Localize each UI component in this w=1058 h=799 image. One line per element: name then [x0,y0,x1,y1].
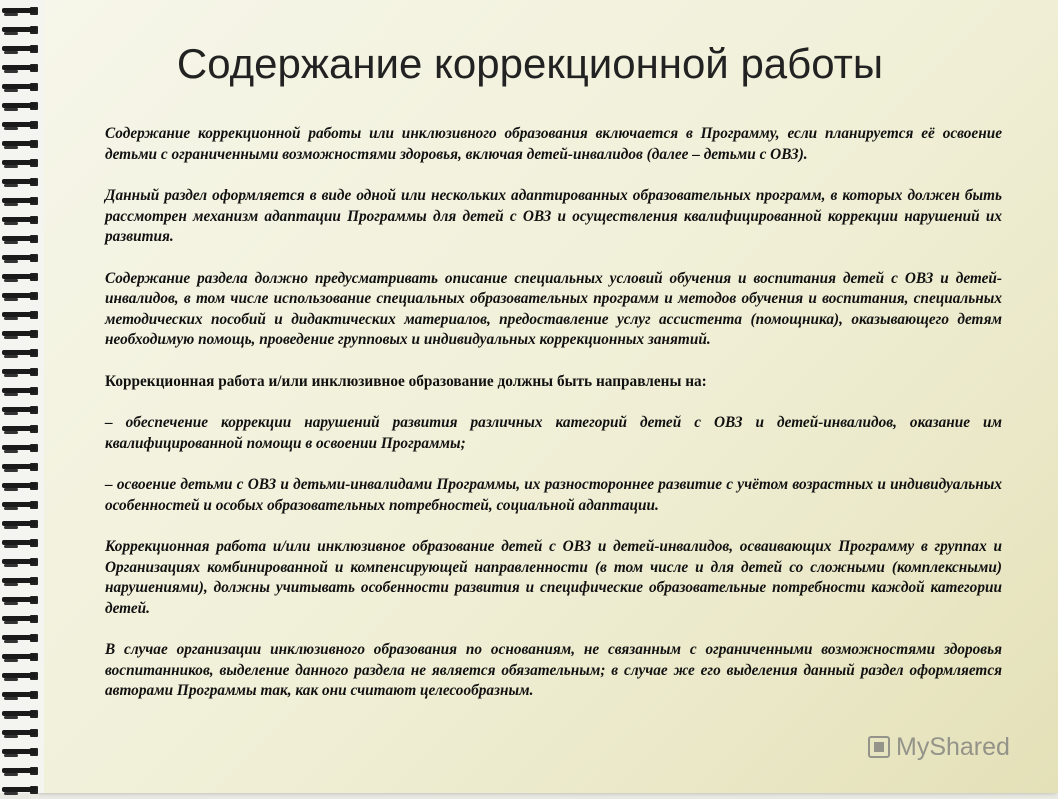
binding-wire-shadow [4,70,18,73]
binding-ring [0,764,44,780]
paragraph-2: Данный раздел оформляется в виде одной или нескольких адаптированных образовательных программ, в которых должен быть рассмотрен механизм адаптации Программы для детей с ОВЗ и осуществления квалифицированной коррекции нарушений их развития. [105,187,1002,245]
binding-wire-shadow [4,222,18,225]
binding-wire-shadow [4,564,18,567]
binding-ring [0,270,44,286]
binding-ring [0,726,44,742]
binding-wire-shadow [4,507,18,510]
binding-ring [0,80,44,96]
binding-wire-shadow [4,735,18,738]
binding-wire-shadow [4,203,18,206]
binding-wire-shadow [4,260,18,263]
binding-wire-shadow [4,450,18,453]
binding-ring [0,422,44,438]
binding-ring [0,232,44,248]
paragraph-6: – освоение детьми с ОВЗ и детьми-инвалидами Программы, их разностороннее развитие с учётом возрастных и индивидуальных особенностей и особых образовательных потребностей, социальной адаптации. [105,476,1002,514]
binding-wire-shadow [4,469,18,472]
binding-ring [0,118,44,134]
binding-ring [0,289,44,305]
binding-wire-shadow [4,545,18,548]
paragraph-4: Коррекционная работа и/или инклюзивное образование должны быть направлены на: [105,372,707,390]
binding-ring [0,612,44,628]
binding-ring [0,213,44,229]
paragraph-8: В случае организации инклюзивного образования по основаниям, не связанным с ограниченными возможностями здоровья воспитанников, выделение данного раздела не является обязательным; в случае же его выделения данный раздел оформляется авторами Программы так, как они считают целесообразным. [105,641,1002,699]
binding-ring [0,308,44,324]
binding-ring [0,61,44,77]
binding-ring [0,365,44,381]
binding-ring [0,99,44,115]
binding-ring [0,498,44,514]
binding-ring [0,42,44,58]
myshared-logo-icon [868,736,890,758]
binding-ring [0,783,44,799]
binding-wire-shadow [4,393,18,396]
binding-wire-shadow [4,412,18,415]
binding-wire-shadow [4,13,18,16]
paragraph-7: Коррекционная работа и/или инклюзивное образование детей с ОВЗ и детей-инвалидов, осваивающих Программу в группах и Организациях комбинированной и компенсирующей направленности (в том числе и для детей со сложными (комплексными) нарушениями), должны учитывать особенности развития и специфические образовательные потребности каждой категории детей. [105,538,1002,617]
binding-wire-shadow [4,773,18,776]
binding-wire-shadow [4,488,18,491]
binding-wire-shadow [4,184,18,187]
binding-wire-shadow [4,108,18,111]
binding-wire-shadow [4,754,18,757]
binding-wire-shadow [4,602,18,605]
binding-ring [0,251,44,267]
binding-wire-shadow [4,298,18,301]
watermark [868,732,1010,762]
paragraph-5: – обеспечение коррекции нарушений развития различных категорий детей с ОВЗ и детей-инвалидов, оказание им квалифицированной помощи в освоении Программы; [105,414,1002,452]
binding-wire-shadow [4,621,18,624]
binding-ring [0,688,44,704]
binding-wire-shadow [4,279,18,282]
binding-ring [0,4,44,20]
binding-ring [0,327,44,343]
binding-ring [0,574,44,590]
binding-wire-shadow [4,697,18,700]
binding-wire-shadow [4,678,18,681]
binding-wire-shadow [4,716,18,719]
binding-wire-shadow [4,165,18,168]
binding-ring [0,460,44,476]
binding-wire-shadow [4,640,18,643]
binding-ring [0,555,44,571]
slide-title: Содержание коррекционной работы [176,40,884,87]
binding-wire-shadow [4,374,18,377]
binding-ring [0,403,44,419]
binding-ring [0,631,44,647]
binding-wire-shadow [4,127,18,130]
slide-body [105,124,1002,723]
binding-ring [0,175,44,191]
binding-wire-shadow [4,792,18,795]
binding-ring [0,194,44,210]
binding-ring [0,593,44,609]
binding-wire-shadow [4,336,18,339]
binding-ring [0,517,44,533]
binding-ring [0,23,44,39]
binding-ring [0,137,44,153]
binding-wire-shadow [4,51,18,54]
watermark-text: MyShared [896,732,1010,761]
binding-wire-shadow [4,431,18,434]
binding-wire-shadow [4,659,18,662]
binding-wire-shadow [4,32,18,35]
binding-wire-shadow [4,317,18,320]
binding-wire-shadow [4,146,18,149]
paragraph-3: Содержание раздела должно предусматривать описание специальных условий обучения и воспитания детей с ОВЗ и детей-инвалидов, в том числе использование специальных образовательных программ и методов обучения и воспитания, специальных методических пособий и дидактических материалов, предоставление услуг ассистента (помощника), оказывающего детям необходимую помощь, проведение групповых и индивидуальных коррекционных занятий. [105,269,1002,348]
binding-wire-shadow [4,89,18,92]
binding-ring [0,707,44,723]
binding-ring [0,650,44,666]
binding-ring [0,384,44,400]
binding-ring [0,669,44,685]
binding-ring [0,536,44,552]
binding-ring [0,346,44,362]
binding-wire-shadow [4,583,18,586]
binding-wire-shadow [4,355,18,358]
binding-ring [0,156,44,172]
binding-wire-shadow [4,241,18,244]
binding-ring [0,479,44,495]
paragraph-1: Содержание коррекционной работы или инклюзивного образования включается в Программу, если планируется её освоение детьми с ограниченными возможностями здоровья, включая детей-инвалидов (далее – детьми с ОВЗ). [105,125,1002,163]
spiral-binding [0,0,44,793]
binding-wire-shadow [4,526,18,529]
binding-ring [0,441,44,457]
binding-ring [0,745,44,761]
